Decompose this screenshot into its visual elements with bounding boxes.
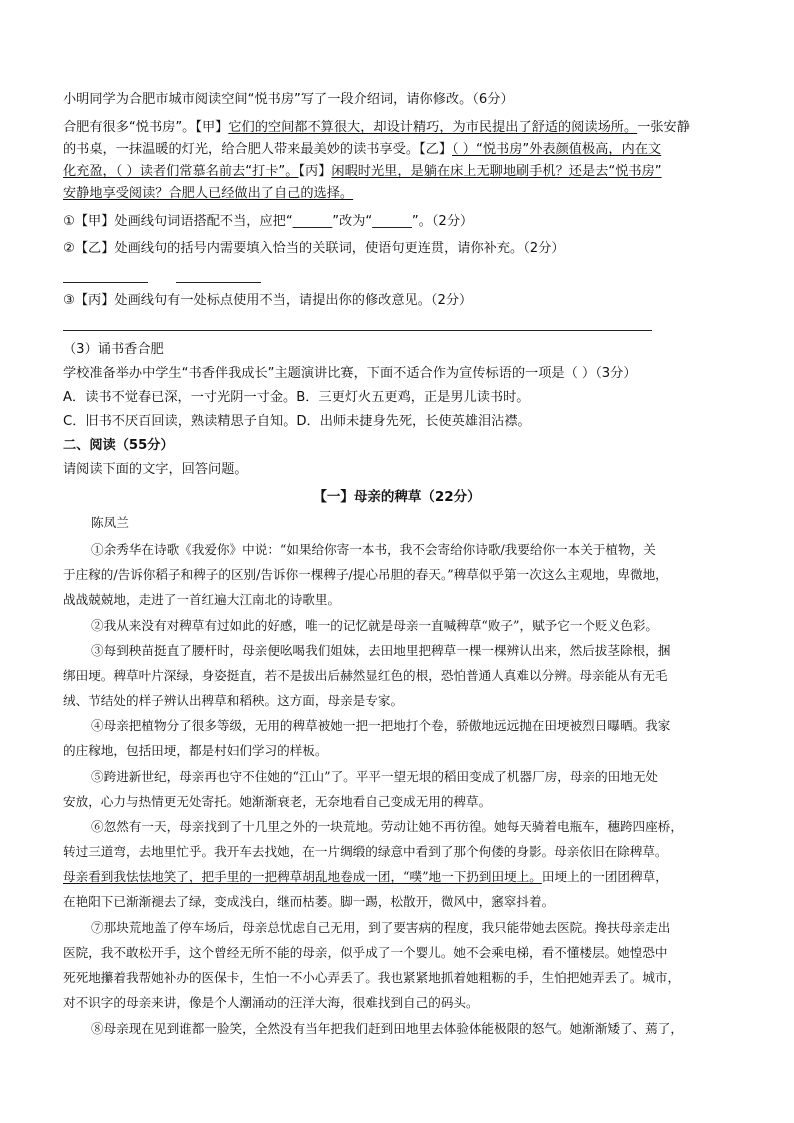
section2-instruction: 请阅读下面的文字，回答问题。 <box>63 462 248 477</box>
bing-underlined-sentence: 闲暇时光里，是躺在床上无聊地刷手机？还是去“悦书房” <box>331 164 662 179</box>
article-para-line: 在艳阳下已渐渐褪去了绿，变成浅白，继而枯萎。脚一踢，松散开，微风中，窸窣抖着。 <box>63 894 555 909</box>
q2-passage-line-2: 的书桌，一抹温暖的灯光，给合肥人带来最美妙的读书享受。【乙】（ ）“悦书房”外表颜值极高，内在文 <box>63 142 662 157</box>
article-para-line: ⑦那块荒地盖了停车场后，母亲总忧虑自己无用，到了要害病的程度，我只能带她去医院。搀扶母亲走出 <box>91 920 671 935</box>
jia-underlined-sentence: 它们的空间都不算很大，却设计精巧，为市民提出了舒适的阅读场所。 <box>228 120 638 135</box>
article-para-line: ④母亲把植物分了很多等级，无用的稗草被她一把一把地打个卷，骄傲地远远抛在田埂被烈日曝晒。我家 <box>91 718 671 733</box>
article-para-line: 对不识字的母亲来讲，像是个人潮涌动的汪洋大海，很难找到自己的码头。 <box>63 995 479 1010</box>
article-para-line: ⑥忽然有一天，母亲找到了十几里之外的一块荒地。劳动让她不再彷徨。她每天骑着电瓶车，穗跨四座桥， <box>91 819 683 834</box>
answer-blank-3[interactable] <box>63 330 652 331</box>
article-para-line: 战战兢兢地，走进了一首红遍大江南北的诗歌里。 <box>63 592 341 607</box>
article-author: 陈凤兰 <box>91 515 129 530</box>
article-para-line: 转过三道弯，去地里忙乎。我开车去找她，在一片绸缎的绿意中看到了那个佝偻的身影。母亲依旧在除稗草。 <box>63 844 668 859</box>
section2-heading: 二、阅读（55分） <box>63 438 174 453</box>
answer-blank-2[interactable] <box>176 282 261 283</box>
article-para-line: 的庄稼地，包括田埂，都是村妇们学习的样板。 <box>63 743 328 758</box>
q2-passage-line-1: 合肥有很多“悦书房”。【甲】它们的空间都不算很大，却设计精巧，为市民提出了舒适的阅读场所。一张安静 <box>63 120 690 135</box>
q3-stem: 学校准备举办中学生“书香伴我成长”主题演讲比赛，下面不适合作为宣传标语的一项是（ ）（3分） <box>63 366 637 381</box>
article-para-line: ⑤跨进新世纪，母亲再也守不住她的“江山”了。平平一望无垠的稻田变成了机器厂房，母亲的田地无处 <box>91 769 659 784</box>
q2-passage-line-3: 化充盈，（ ）读者们常慕名前去“打卡”。【丙】闲暇时光里，是躺在床上无聊地刷手机？还是去“悦书房” <box>63 164 662 179</box>
article-para-line: 医院，我不敢松开手，这个曾经无所不能的母亲，似乎成了一个婴儿。她不会乘电梯，看不懂楼层。她惶恐中 <box>63 945 668 960</box>
q2-passage-line-4: 安静地享受阅读？合肥人已经做出了自己的选择。 <box>63 186 354 201</box>
article-para-line: 绒、节结处的样子辨认出稗草和稻秧。这方面，母亲是专家。 <box>63 693 404 708</box>
article-title: 【一】母亲的稗草（22分） <box>313 489 481 505</box>
q2-sub1: ①【甲】处画线句词语搭配不当，应把“______”改为“______”。（2分） <box>63 214 474 229</box>
article-para-line: 死死地攥着我帮她补办的医保卡，生怕一不小心弄丢了。我也紧紧地抓着她粗粝的手，生怕把她弄丢了。城市， <box>63 970 681 985</box>
q3-options-ab: A．读书不觉春已深，一寸光阴一寸金。B．三更灯火五更鸡，正是男儿读书时。 <box>63 390 530 405</box>
q3-heading: （3）诵书香合肥 <box>63 342 164 357</box>
article-para-line: ②我从来没有对稗草有过如此的好感，唯一的记忆就是母亲一直喊稗草“败子”，赋予它一个贬义色彩。 <box>91 618 659 633</box>
article-para-line: ③每到秧苗挺直了腰杆时，母亲便吆喝我们姐妹，去田地里把稗草一棵一棵辨认出来，然后拔茎除根，捆 <box>91 643 671 658</box>
article-para-line: ⑧母亲现在见到谁都一脸笑，全然没有当年把我们赶到田地里去体验体能极限的怒气。她渐渐矮了、蔫了， <box>91 1021 683 1036</box>
q2-intro: 小明同学为合肥市城市阅读空间“悦书房”写了一段介绍词，请你修改。（6分） <box>63 92 514 107</box>
q2-sub2: ②【乙】处画线句的括号内需要填入恰当的关联词，使语句更连贯，请你补充。（2分） <box>63 241 565 256</box>
article-para-line: 绑田埂。稗草叶片深绿，身姿挺直，若不是拔出后赫然显红色的根，恐怕普通人真难以分辨。母亲能从有无毛 <box>63 668 668 683</box>
article-para-line-underlined: 母亲看到我怯怯地笑了，把手里的一把稗草胡乱地卷成一团，“噗”地一下扔到田埂上。田埂上的一团团稗草， <box>63 869 668 884</box>
article-para-line: 于庄稼的/告诉你稻子和稗子的区别/告诉你一棵稗子/提心吊胆的春天。”稗草似乎第一次这么主观地，卑微地， <box>63 567 668 582</box>
answer-blank-1[interactable] <box>63 282 148 283</box>
yi-underlined-sentence: （ ）“悦书房”外表颜值极高，内在文 <box>452 142 662 157</box>
article-para-line: ①余秀华在诗歌《我爱你》中说：“如果给你寄一本书，我不会寄给你诗歌/我要给你一本关于植物，关 <box>91 542 656 557</box>
article-para-line: 安放，心力与热情更无处寄托。她渐渐衰老，无奈地看自己变成无用的稗草。 <box>63 794 492 809</box>
q3-options-cd: C．旧书不厌百回读，熟读精思子自知。D．出师未捷身先死，长使英雄泪沾襟。 <box>63 414 531 429</box>
q2-sub3: ③【丙】处画线句有一处标点使用不当，请提出你的修改意见。（2分） <box>63 293 473 308</box>
